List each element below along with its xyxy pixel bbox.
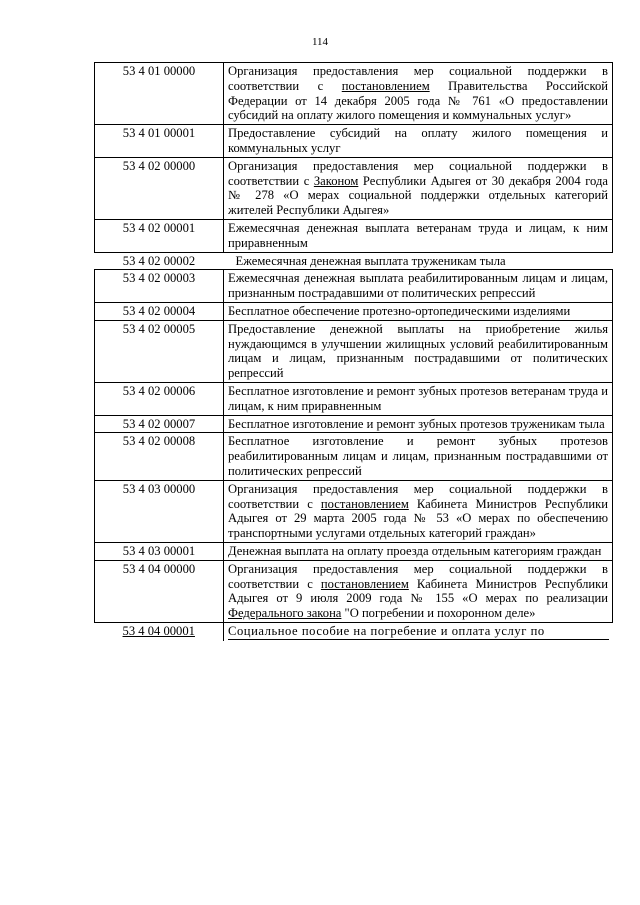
description-text: Предоставление денежной выплаты на приобретение жилья нуждающимся в улучшении жилищных условий реабилитированным лицам и лицам, признанным пострадавшими от политических репрессий xyxy=(228,321,608,381)
row-description xyxy=(224,433,613,480)
row-code: 53 4 02 00004 xyxy=(95,302,224,320)
description-text: Организация предоставления мер социальной поддержки в соответствии с xyxy=(228,64,608,93)
description-text: Бесплатное изготовление и ремонт зубных протезов ветеранам труда и лицам, к ним приравненным xyxy=(228,383,608,413)
row-description xyxy=(224,219,613,252)
row-description xyxy=(224,157,613,219)
document-link[interactable]: постановлением xyxy=(341,78,430,93)
table-row xyxy=(95,480,613,542)
description-text: "О погребении и похоронном деле» xyxy=(341,606,536,621)
description-text: Правительства Российской Федерации от 14 декабря 2005 года № 761 «О предоставлении субсидий на оплату жилого помещения и коммунальных услуг» xyxy=(228,78,608,123)
document-link[interactable]: Законом xyxy=(313,173,359,188)
table-row xyxy=(95,270,613,303)
row-code: 53 4 04 00000 xyxy=(95,560,224,622)
table-row xyxy=(95,252,613,270)
row-code: 53 4 02 00000 xyxy=(95,157,224,219)
description-text: Организация предоставления мер социальной поддержки в соответствии с xyxy=(228,561,608,591)
row-description xyxy=(224,560,613,622)
row-description xyxy=(224,415,613,433)
row-code: 53 4 03 00000 xyxy=(95,480,224,542)
row-description xyxy=(224,320,613,382)
row-description-text xyxy=(228,624,609,640)
document-link[interactable]: постановлением xyxy=(320,576,409,591)
table-row xyxy=(95,320,613,382)
row-code: 53 4 02 00007 xyxy=(95,415,224,433)
classification-table xyxy=(94,62,613,641)
table-row xyxy=(95,542,613,560)
description-text: Предоставление субсидий на оплату жилого помещения и коммунальных услуг xyxy=(228,126,608,155)
description-text: Организация предоставления мер социальной поддержки в соответствии с xyxy=(228,158,608,188)
description-text: Бесплатное изготовление и ремонт зубных протезов реабилитированным лицам и лицам, признанным пострадавшими от политических репрессий xyxy=(228,434,608,478)
row-code: 53 4 01 00001 xyxy=(95,125,224,158)
row-description xyxy=(224,63,613,125)
table-body xyxy=(95,63,613,641)
row-code: 53 4 02 00005 xyxy=(95,320,224,382)
page-number: 114 xyxy=(311,36,329,48)
table-row xyxy=(95,622,613,640)
table-row xyxy=(95,157,613,219)
row-description xyxy=(224,480,613,542)
row-code: 53 4 02 00002 xyxy=(122,253,196,268)
row-description xyxy=(224,125,613,158)
row-description xyxy=(224,270,613,303)
document-link[interactable]: Федерального закона xyxy=(228,606,342,621)
row-description xyxy=(224,622,613,640)
description-text: Республики Адыгея от 30 декабря 2004 года № 278 «О мерах социальной поддержки отдельных категорий жителей Республики Адыгея» xyxy=(228,173,608,218)
row-description xyxy=(224,542,613,560)
description-text: Кабинета Министров Республики Адыгея от 29 марта 2005 года № 53 «О мерах по обеспечению транспортными услугами отдельных категорий граждан» xyxy=(228,496,609,541)
row-code: 53 4 03 00001 xyxy=(95,542,224,560)
table-row xyxy=(95,433,613,480)
description-text: Денежная выплата на оплату проезда отдельным категориям граждан xyxy=(228,543,602,558)
description-text: Ежемесячная денежная выплата реабилитированным лицам и лицам, признанным пострадавшими от политических репрессий xyxy=(228,271,608,301)
row-code: 53 4 01 00000 xyxy=(95,63,224,125)
table-row xyxy=(95,219,613,252)
table-row xyxy=(95,382,613,415)
description-text: Ежемесячная денежная выплата труженикам тыла xyxy=(235,253,506,268)
table-row xyxy=(95,560,613,622)
row-code: 53 4 04 00001 xyxy=(122,623,195,638)
row-description xyxy=(224,302,613,320)
description-text: Ежемесячная денежная выплата ветеранам труда и лицам, к ним приравненным xyxy=(228,220,608,250)
row-code: 53 4 02 00006 xyxy=(95,382,224,415)
table-row xyxy=(95,415,613,433)
row-code: 53 4 02 00003 xyxy=(95,270,224,303)
table-row xyxy=(95,302,613,320)
row-description xyxy=(224,252,613,270)
table-row xyxy=(95,125,613,158)
row-code: 53 4 02 00001 xyxy=(95,219,224,252)
row-code: 53 4 02 00008 xyxy=(95,433,224,480)
table-row xyxy=(95,63,613,125)
description-text: Бесплатное изготовление и ремонт зубных протезов труженикам тыла xyxy=(228,416,605,431)
description-text: Организация предоставления мер социальной поддержки в соответствии с xyxy=(228,481,608,511)
description-text: Бесплатное обеспечение протезно-ортопедическими изделиями xyxy=(228,303,571,318)
document-link[interactable]: постановлением xyxy=(320,496,409,511)
row-description xyxy=(224,382,613,415)
description-text: Кабинета Министров Республики Адыгея от 9 июля 2009 года № 155 «О мерах по реализации xyxy=(228,576,609,606)
description-text: Социальное пособие на погребение и оплата услуг по xyxy=(228,623,545,638)
